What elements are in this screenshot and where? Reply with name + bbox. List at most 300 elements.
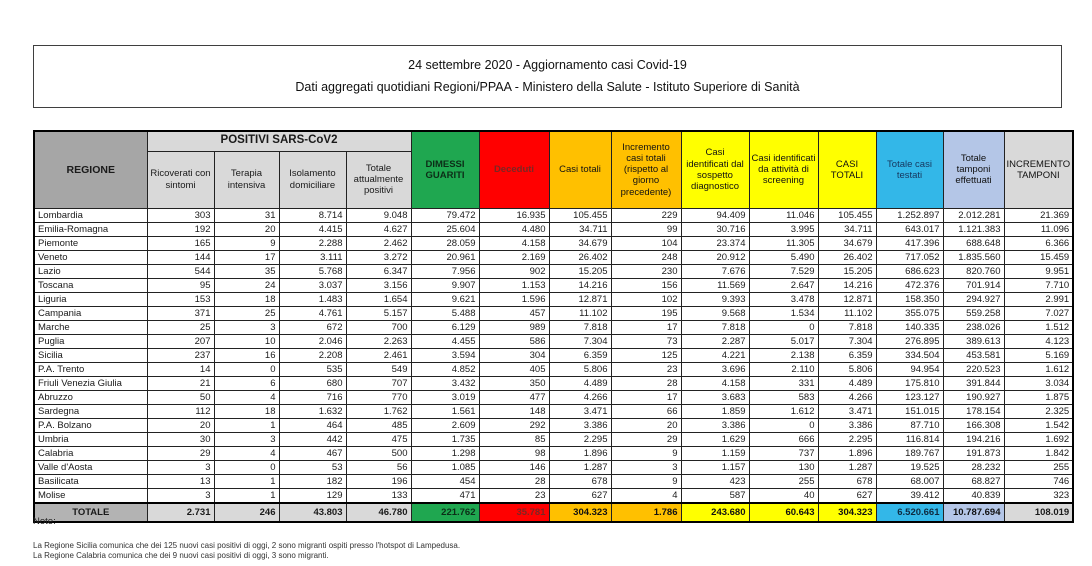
cell-terapia-intensiva: 0 [214,460,279,474]
row-friuli-venezia-giulia [34,376,1073,390]
cell-totale-attualmente-positivi: 700 [346,320,411,334]
cell-casi-totali: 5.806 [549,362,611,376]
cell-casi-totali: 3.386 [549,418,611,432]
cell-incremento-tamponi: 21.369 [1004,208,1073,222]
row-p-a-bolzano [34,418,1073,432]
column-header-casi-totali: Casi totali [549,131,611,208]
column-header-casi-attivita-screening: Casi identificati da attività di screening [749,131,818,208]
cell-deceduti: 85 [479,432,549,446]
cell-ricoverati-con-sintomi: 303 [147,208,214,222]
cell-incremento-casi-totali: 9 [611,474,681,488]
cell-terapia-intensiva: 0 [214,362,279,376]
cell-terapia-intensiva: 16 [214,348,279,362]
cell-incremento-tamponi: 11.096 [1004,222,1073,236]
cell-ricoverati-con-sintomi: 3 [147,488,214,503]
cell-totale-attualmente-positivi: 2.462 [346,236,411,250]
cell-deceduti: 2.169 [479,250,549,264]
row-campania [34,306,1073,320]
cell-incremento-tamponi: 323 [1004,488,1073,503]
cell-casi-totali: 4.489 [549,376,611,390]
cell-incremento-casi-totali: 229 [611,208,681,222]
cell-deceduti: 350 [479,376,549,390]
cell-terapia-intensiva: 4 [214,446,279,460]
cell-casi-totali-2: 1.896 [818,446,876,460]
region-name: Basilicata [34,474,147,488]
cell-isolamento-domiciliare: 2.046 [279,334,346,348]
cell-totale-tamponi-effettuati: 453.581 [943,348,1004,362]
cell-totale-attualmente-positivi: 6.347 [346,264,411,278]
cell-casi-attivita-screening: 5.017 [749,334,818,348]
cell-casi-attivita-screening: 666 [749,432,818,446]
cell-casi-attivita-screening: 2.647 [749,278,818,292]
cell-totale-casi-testati: 334.504 [876,348,943,362]
cell-terapia-intensiva: 31 [214,208,279,222]
cell-casi-attivita-screening: 1.534 [749,306,818,320]
cell-incremento-casi-totali: 17 [611,390,681,404]
region-name: Marche [34,320,147,334]
cell-casi-totali: 4.266 [549,390,611,404]
row-veneto [34,250,1073,264]
cell-incremento-casi-totali: 73 [611,334,681,348]
region-name: Piemonte [34,236,147,250]
cell-casi-totali: 2.295 [549,432,611,446]
cell-totale-tamponi-effettuati: 166.308 [943,418,1004,432]
cell-casi-totali-2: 12.871 [818,292,876,306]
cell-dimessi-guariti: 4.455 [411,334,479,348]
row-sicilia [34,348,1073,362]
cell-casi-totali-2: 4.489 [818,376,876,390]
cell-casi-totali: 6.359 [549,348,611,362]
cell-incremento-tamponi: 1.875 [1004,390,1073,404]
cell-isolamento-domiciliare: 2.288 [279,236,346,250]
cell-casi-totali-2: 5.806 [818,362,876,376]
total-terapia-intensiva: 246 [214,503,279,522]
cell-totale-tamponi-effettuati: 178.154 [943,404,1004,418]
cell-casi-totali-2: 26.402 [818,250,876,264]
cell-isolamento-domiciliare: 716 [279,390,346,404]
cell-terapia-intensiva: 1 [214,418,279,432]
total-totale-attualmente-positivi: 46.780 [346,503,411,522]
cell-ricoverati-con-sintomi: 112 [147,404,214,418]
cell-totale-attualmente-positivi: 1.762 [346,404,411,418]
cell-casi-totali: 1.896 [549,446,611,460]
cell-casi-sospetto-diagnostico: 30.716 [681,222,749,236]
cell-totale-attualmente-positivi: 770 [346,390,411,404]
cell-casi-attivita-screening: 583 [749,390,818,404]
notes-section [33,516,1033,561]
cell-casi-totali-2: 7.818 [818,320,876,334]
cell-incremento-tamponi: 9.951 [1004,264,1073,278]
cell-casi-attivita-screening: 5.490 [749,250,818,264]
cell-incremento-casi-totali: 66 [611,404,681,418]
cell-casi-totali-2: 34.679 [818,236,876,250]
cell-ricoverati-con-sintomi: 371 [147,306,214,320]
region-name: P.A. Trento [34,362,147,376]
cell-terapia-intensiva: 18 [214,292,279,306]
cell-casi-totali-2: 3.386 [818,418,876,432]
cell-totale-attualmente-positivi: 4.627 [346,222,411,236]
cell-isolamento-domiciliare: 680 [279,376,346,390]
cell-isolamento-domiciliare: 182 [279,474,346,488]
cell-dimessi-guariti: 3.432 [411,376,479,390]
cell-totale-tamponi-effettuati: 28.232 [943,460,1004,474]
cell-casi-totali-2: 105.455 [818,208,876,222]
cell-incremento-tamponi: 2.325 [1004,404,1073,418]
cell-terapia-intensiva: 24 [214,278,279,292]
total-casi-totali-2: 304.323 [818,503,876,522]
cell-isolamento-domiciliare: 129 [279,488,346,503]
cell-totale-attualmente-positivi: 5.157 [346,306,411,320]
total-casi-totali: 304.323 [549,503,611,522]
cell-casi-totali-2: 4.266 [818,390,876,404]
cell-totale-casi-testati: 189.767 [876,446,943,460]
cell-casi-totali: 678 [549,474,611,488]
cell-totale-attualmente-positivi: 2.461 [346,348,411,362]
region-name: Molise [34,488,147,503]
cell-totale-casi-testati: 472.376 [876,278,943,292]
cell-totale-attualmente-positivi: 196 [346,474,411,488]
cell-casi-totali-2: 14.216 [818,278,876,292]
cell-casi-totali: 627 [549,488,611,503]
cell-incremento-casi-totali: 29 [611,432,681,446]
cell-casi-attivita-screening: 2.138 [749,348,818,362]
region-name: Sicilia [34,348,147,362]
totals-label: TOTALE [34,503,147,522]
total-totale-casi-testati: 6.520.661 [876,503,943,522]
cell-casi-totali-2: 11.102 [818,306,876,320]
cell-casi-sospetto-diagnostico: 7.818 [681,320,749,334]
cell-terapia-intensiva: 3 [214,320,279,334]
cell-casi-totali-2: 6.359 [818,348,876,362]
cell-totale-tamponi-effettuati: 688.648 [943,236,1004,250]
cell-terapia-intensiva: 3 [214,432,279,446]
cell-casi-totali: 1.287 [549,460,611,474]
cell-totale-tamponi-effettuati: 68.827 [943,474,1004,488]
cell-totale-casi-testati: 276.895 [876,334,943,348]
cell-incremento-tamponi: 1.542 [1004,418,1073,432]
cell-casi-attivita-screening: 11.046 [749,208,818,222]
cell-totale-tamponi-effettuati: 238.026 [943,320,1004,334]
cell-deceduti: 586 [479,334,549,348]
cell-deceduti: 148 [479,404,549,418]
column-header-totale-casi-testati: Totale casi testati [876,131,943,208]
cell-incremento-casi-totali: 23 [611,362,681,376]
row-sardegna [34,404,1073,418]
row-piemonte [34,236,1073,250]
column-header-casi-totali-2: CASI TOTALI [818,131,876,208]
cell-ricoverati-con-sintomi: 192 [147,222,214,236]
cell-terapia-intensiva: 9 [214,236,279,250]
cell-incremento-tamponi: 2.991 [1004,292,1073,306]
cell-dimessi-guariti: 3.019 [411,390,479,404]
cell-dimessi-guariti: 2.609 [411,418,479,432]
cell-ricoverati-con-sintomi: 95 [147,278,214,292]
cell-deceduti: 1.153 [479,278,549,292]
region-name: Campania [34,306,147,320]
cell-casi-attivita-screening: 0 [749,320,818,334]
cell-casi-attivita-screening: 130 [749,460,818,474]
note-line-sicilia: La Regione Sicilia comunica che dei 125 nuovi casi positivi di oggi, 2 sono migranti ospiti presso l'hotspot di Lampedusa. [33,541,461,550]
cell-casi-totali: 14.216 [549,278,611,292]
cell-totale-tamponi-effettuati: 391.844 [943,376,1004,390]
cell-isolamento-domiciliare: 1.483 [279,292,346,306]
cell-dimessi-guariti: 25.604 [411,222,479,236]
cell-incremento-tamponi: 1.842 [1004,446,1073,460]
total-casi-sospetto-diagnostico: 243.680 [681,503,749,522]
cell-casi-attivita-screening: 1.612 [749,404,818,418]
total-incremento-tamponi: 108.019 [1004,503,1073,522]
region-name: Abruzzo [34,390,147,404]
cell-deceduti: 4.158 [479,236,549,250]
cell-casi-sospetto-diagnostico: 94.409 [681,208,749,222]
total-incremento-casi-totali: 1.786 [611,503,681,522]
cell-casi-totali: 7.818 [549,320,611,334]
column-header-dimessi-guariti: DIMESSI GUARITI [411,131,479,208]
cell-casi-attivita-screening: 11.305 [749,236,818,250]
cell-totale-casi-testati: 355.075 [876,306,943,320]
region-name: Liguria [34,292,147,306]
cell-ricoverati-con-sintomi: 21 [147,376,214,390]
cell-terapia-intensiva: 1 [214,488,279,503]
region-name: Emilia-Romagna [34,222,147,236]
column-header-incremento-tamponi: INCREMENTO TAMPONI [1004,131,1073,208]
cell-totale-casi-testati: 87.710 [876,418,943,432]
cell-totale-casi-testati: 19.525 [876,460,943,474]
cell-incremento-casi-totali: 195 [611,306,681,320]
cell-casi-attivita-screening: 3.995 [749,222,818,236]
cell-totale-attualmente-positivi: 549 [346,362,411,376]
cell-casi-totali: 26.402 [549,250,611,264]
cell-isolamento-domiciliare: 1.632 [279,404,346,418]
cell-dimessi-guariti: 1.561 [411,404,479,418]
cell-incremento-tamponi: 6.366 [1004,236,1073,250]
column-group-positivi-sars-cov2: POSITIVI SARS-CoV2 [147,131,411,151]
cell-terapia-intensiva: 25 [214,306,279,320]
table-header [34,131,1073,208]
cell-deceduti: 292 [479,418,549,432]
cell-incremento-casi-totali: 99 [611,222,681,236]
cell-dimessi-guariti: 471 [411,488,479,503]
region-name: Friuli Venezia Giulia [34,376,147,390]
cell-totale-tamponi-effettuati: 389.613 [943,334,1004,348]
cell-casi-sospetto-diagnostico: 3.696 [681,362,749,376]
cell-totale-casi-testati: 175.810 [876,376,943,390]
cell-incremento-casi-totali: 9 [611,446,681,460]
cell-totale-tamponi-effettuati: 820.760 [943,264,1004,278]
region-name: Veneto [34,250,147,264]
table-body [34,208,1073,503]
cell-casi-sospetto-diagnostico: 423 [681,474,749,488]
cell-totale-tamponi-effettuati: 701.914 [943,278,1004,292]
cell-isolamento-domiciliare: 4.761 [279,306,346,320]
total-dimessi-guariti: 221.762 [411,503,479,522]
cell-totale-tamponi-effettuati: 1.835.560 [943,250,1004,264]
cell-totale-attualmente-positivi: 3.272 [346,250,411,264]
cell-casi-sospetto-diagnostico: 3.683 [681,390,749,404]
cell-terapia-intensiva: 1 [214,474,279,488]
cell-casi-sospetto-diagnostico: 4.221 [681,348,749,362]
cell-casi-totali-2: 3.471 [818,404,876,418]
cell-casi-totali-2: 2.295 [818,432,876,446]
cell-casi-sospetto-diagnostico: 1.629 [681,432,749,446]
cell-totale-tamponi-effettuati: 191.873 [943,446,1004,460]
cell-incremento-tamponi: 7.710 [1004,278,1073,292]
cell-casi-totali: 34.679 [549,236,611,250]
cell-casi-attivita-screening: 2.110 [749,362,818,376]
row-valle-d-aosta [34,460,1073,474]
cell-deceduti: 23 [479,488,549,503]
cell-ricoverati-con-sintomi: 50 [147,390,214,404]
cell-casi-attivita-screening: 7.529 [749,264,818,278]
cell-totale-attualmente-positivi: 9.048 [346,208,411,222]
covid-table [33,130,1074,523]
row-emilia-romagna [34,222,1073,236]
cell-casi-sospetto-diagnostico: 3.386 [681,418,749,432]
cell-terapia-intensiva: 10 [214,334,279,348]
cell-casi-attivita-screening: 255 [749,474,818,488]
column-header-totale-tamponi-effettuati: Totale tamponi effettuati [943,131,1004,208]
cell-casi-totali-2: 1.287 [818,460,876,474]
cell-isolamento-domiciliare: 5.768 [279,264,346,278]
cell-ricoverati-con-sintomi: 29 [147,446,214,460]
cell-totale-attualmente-positivi: 133 [346,488,411,503]
region-name: Sardegna [34,404,147,418]
cell-casi-sospetto-diagnostico: 20.912 [681,250,749,264]
row-liguria [34,292,1073,306]
cell-casi-totali: 3.471 [549,404,611,418]
cell-casi-totali: 34.711 [549,222,611,236]
cell-totale-casi-testati: 1.252.897 [876,208,943,222]
cell-dimessi-guariti: 7.956 [411,264,479,278]
cell-casi-totali-2: 627 [818,488,876,503]
cell-totale-casi-testati: 39.412 [876,488,943,503]
cell-totale-casi-testati: 158.350 [876,292,943,306]
cell-dimessi-guariti: 6.129 [411,320,479,334]
row-calabria [34,446,1073,460]
cell-terapia-intensiva: 4 [214,390,279,404]
cell-ricoverati-con-sintomi: 153 [147,292,214,306]
cell-incremento-casi-totali: 20 [611,418,681,432]
cell-deceduti: 902 [479,264,549,278]
cell-totale-attualmente-positivi: 707 [346,376,411,390]
cell-totale-casi-testati: 123.127 [876,390,943,404]
bulletin-title: 24 settembre 2020 - Aggiornamento casi Covid-19 [408,58,687,72]
cell-totale-tamponi-effettuati: 1.121.383 [943,222,1004,236]
cell-incremento-tamponi: 1.692 [1004,432,1073,446]
cell-incremento-tamponi: 4.123 [1004,334,1073,348]
cell-dimessi-guariti: 4.852 [411,362,479,376]
cell-terapia-intensiva: 17 [214,250,279,264]
cell-ricoverati-con-sintomi: 30 [147,432,214,446]
cell-dimessi-guariti: 79.472 [411,208,479,222]
cell-ricoverati-con-sintomi: 237 [147,348,214,362]
total-ricoverati-con-sintomi: 2.731 [147,503,214,522]
cell-totale-casi-testati: 68.007 [876,474,943,488]
cell-ricoverati-con-sintomi: 165 [147,236,214,250]
cell-isolamento-domiciliare: 442 [279,432,346,446]
cell-dimessi-guariti: 20.961 [411,250,479,264]
cell-isolamento-domiciliare: 672 [279,320,346,334]
cell-totale-casi-testati: 151.015 [876,404,943,418]
cell-dimessi-guariti: 1.085 [411,460,479,474]
cell-isolamento-domiciliare: 3.111 [279,250,346,264]
cell-incremento-tamponi: 3.034 [1004,376,1073,390]
cell-totale-attualmente-positivi: 485 [346,418,411,432]
cell-ricoverati-con-sintomi: 544 [147,264,214,278]
cell-casi-sospetto-diagnostico: 7.676 [681,264,749,278]
cell-casi-sospetto-diagnostico: 11.569 [681,278,749,292]
cell-isolamento-domiciliare: 467 [279,446,346,460]
cell-totale-attualmente-positivi: 1.654 [346,292,411,306]
cell-casi-sospetto-diagnostico: 9.393 [681,292,749,306]
cell-casi-sospetto-diagnostico: 9.568 [681,306,749,320]
cell-totale-casi-testati: 94.954 [876,362,943,376]
row-abruzzo [34,390,1073,404]
cell-ricoverati-con-sintomi: 20 [147,418,214,432]
cell-totale-casi-testati: 717.052 [876,250,943,264]
cell-ricoverati-con-sintomi: 207 [147,334,214,348]
row-umbria [34,432,1073,446]
region-name: Toscana [34,278,147,292]
note-line-calabria: La Regione Calabria comunica che dei 9 nuovi casi positivi di oggi, 3 sono migranti. [33,551,329,560]
cell-dimessi-guariti: 9.621 [411,292,479,306]
row-lazio [34,264,1073,278]
cell-deceduti: 989 [479,320,549,334]
cell-deceduti: 28 [479,474,549,488]
cell-terapia-intensiva: 6 [214,376,279,390]
cell-casi-attivita-screening: 737 [749,446,818,460]
notes-heading: Note: [33,516,56,527]
cell-totale-tamponi-effettuati: 194.216 [943,432,1004,446]
cell-isolamento-domiciliare: 53 [279,460,346,474]
cell-casi-totali: 105.455 [549,208,611,222]
cell-totale-casi-testati: 116.814 [876,432,943,446]
cell-isolamento-domiciliare: 464 [279,418,346,432]
cell-deceduti: 98 [479,446,549,460]
cell-incremento-tamponi: 5.169 [1004,348,1073,362]
cell-dimessi-guariti: 3.594 [411,348,479,362]
cell-dimessi-guariti: 1.298 [411,446,479,460]
cell-casi-totali-2: 7.304 [818,334,876,348]
bulletin-subtitle: Dati aggregati quotidiani Regioni/PPAA - Ministero della Salute - Istituto Superiore di Sanità [295,80,800,94]
cell-deceduti: 16.935 [479,208,549,222]
cell-deceduti: 146 [479,460,549,474]
cell-totale-attualmente-positivi: 3.156 [346,278,411,292]
cell-deceduti: 405 [479,362,549,376]
cell-casi-totali: 12.871 [549,292,611,306]
cell-casi-totali: 7.304 [549,334,611,348]
cell-dimessi-guariti: 9.907 [411,278,479,292]
region-name: Lazio [34,264,147,278]
row-puglia [34,334,1073,348]
cell-incremento-casi-totali: 28 [611,376,681,390]
total-deceduti: 35.781 [479,503,549,522]
cell-totale-attualmente-positivi: 475 [346,432,411,446]
total-casi-attivita-screening: 60.643 [749,503,818,522]
cell-casi-sospetto-diagnostico: 1.859 [681,404,749,418]
cell-ricoverati-con-sintomi: 14 [147,362,214,376]
region-name: Puglia [34,334,147,348]
cell-incremento-tamponi: 746 [1004,474,1073,488]
cell-ricoverati-con-sintomi: 13 [147,474,214,488]
cell-incremento-casi-totali: 248 [611,250,681,264]
cell-incremento-casi-totali: 104 [611,236,681,250]
row-marche [34,320,1073,334]
cell-dimessi-guariti: 454 [411,474,479,488]
region-name: Umbria [34,432,147,446]
cell-casi-sospetto-diagnostico: 587 [681,488,749,503]
cell-incremento-casi-totali: 4 [611,488,681,503]
